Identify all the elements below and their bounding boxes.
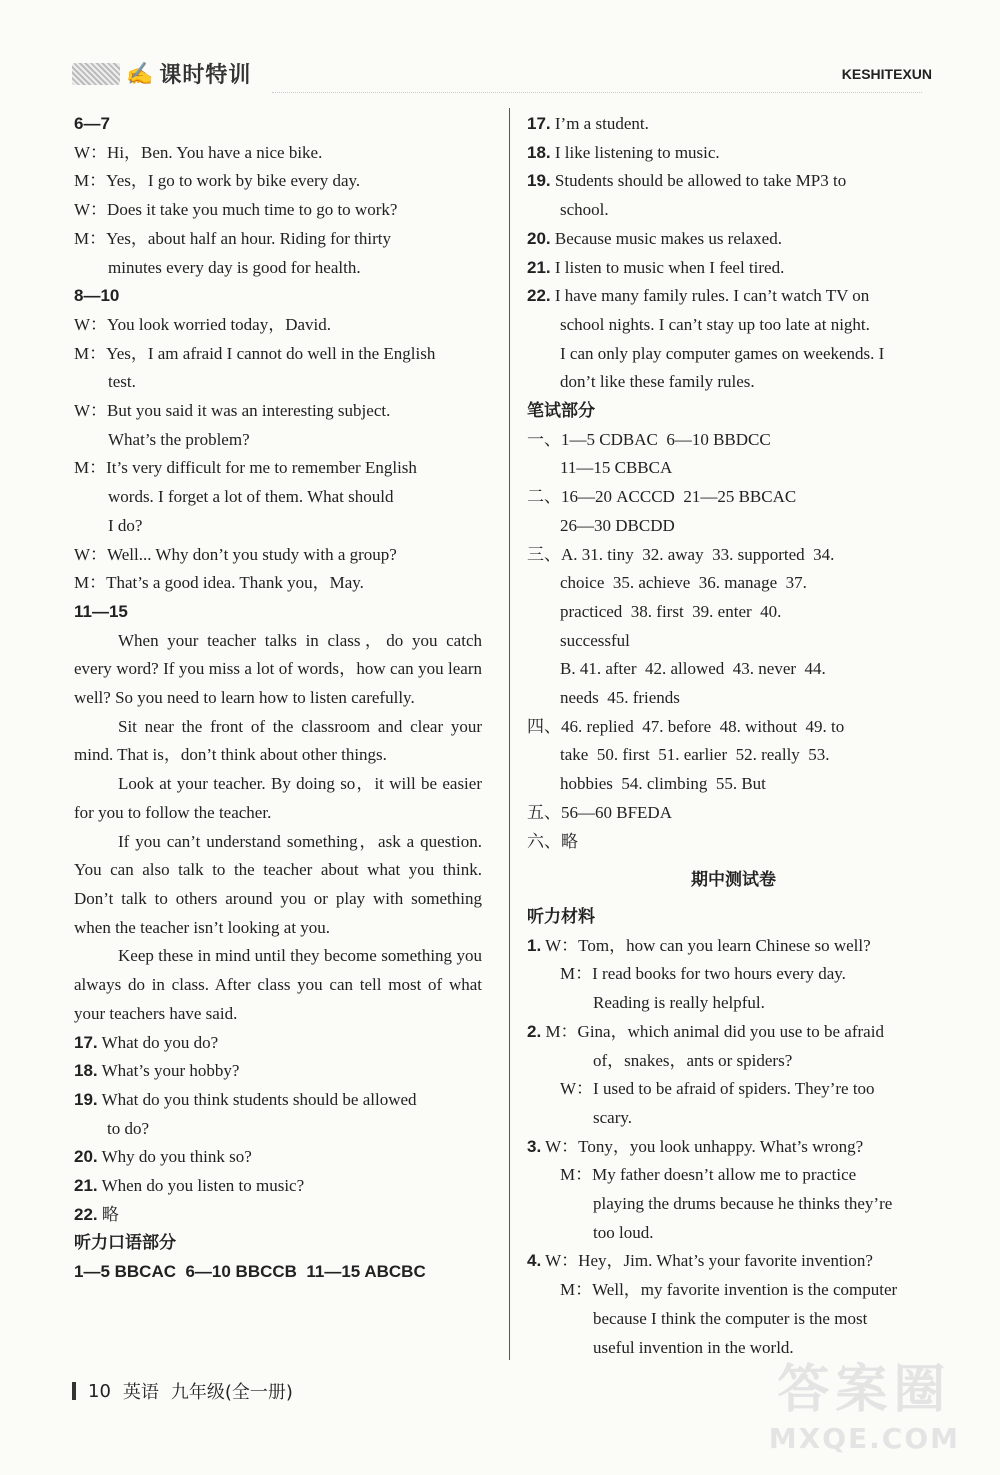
dialog-line: W：Well... Why don’t you study with a group? (74, 544, 397, 564)
question-item (74, 1029, 482, 1058)
subject-label: 英语 (122, 1382, 159, 1403)
section-heading: 11—15 (74, 601, 128, 621)
logo-pattern-icon (72, 63, 120, 85)
answer-text: I listen to music when I feel tired. (554, 257, 785, 277)
written-answer-line: needs 45. friends (560, 688, 680, 708)
dialog-item (527, 1305, 940, 1334)
dialog-line: M：Yes，I go to work by bike every day. (74, 171, 361, 191)
answer-text: don’t like these family rules. (560, 372, 755, 392)
question-item (74, 1172, 482, 1201)
answer-number: 20. (527, 228, 551, 248)
passage-paragraph: Sit near the front of the classroom and clear your mind. That is，don’t think about other things. (74, 716, 482, 765)
question-number: 21. (74, 1176, 98, 1196)
passage-paragraph: When your teacher talks in class，do you catch every word? If you miss a lot of words，how can you learn well? So you need to learn how to listen carefully. (74, 630, 482, 708)
dialog-item (527, 989, 940, 1018)
written-answer-line: successful (560, 630, 630, 650)
written-answer-line: choice 35. achieve 36. manage 37. (560, 573, 807, 593)
answer-text: I’m a student. (554, 114, 649, 133)
written-answer-line: take 50. first 51. earlier 52. really 53. (560, 745, 830, 765)
section-heading: 听力口语部分 (74, 1233, 176, 1253)
grade-label: 九年级(全一册) (170, 1382, 293, 1403)
dialog-text: W：Tony，you look unhappy. What’s wrong? (545, 1136, 864, 1156)
written-answer-line: practiced 38. first 39. enter 40. (560, 601, 782, 621)
answer-number: 21. (527, 257, 551, 277)
section-heading: 8—10 (74, 286, 120, 306)
written-answer-line: 11—15 CBBCA (560, 458, 673, 478)
written-answer-line: 五、56—60 BFEDA (527, 802, 672, 822)
midterm-title: 期中测试卷 (691, 870, 776, 891)
page-number: 10 (88, 1380, 111, 1402)
dialog-text: because I think the computer is the most (593, 1308, 868, 1328)
dialog-text: W：Tom，how can you learn Chinese so well? (545, 935, 871, 955)
answer-item (527, 225, 940, 254)
dialog-number: 1. (527, 935, 542, 955)
dialog-number: 2. (527, 1021, 542, 1041)
passage-paragraph: Keep these in mind until they become something you always do in class. After class you can tell most of what your teachers have said. (74, 946, 482, 1023)
question-item (74, 1115, 482, 1144)
answer-item (527, 196, 940, 225)
dialog-text: M：Gina，which animal did you use to be afraid (545, 1021, 884, 1041)
answer-item (527, 282, 940, 311)
dialog-text: M：Well，my favorite invention is the computer (560, 1280, 898, 1300)
passage-paragraph: If you can’t understand something，ask a question. You can also talk to the teacher about what you think. Don’t talk to others around you or play with something when the teacher isn’t looking at you. (74, 831, 482, 937)
question-item (74, 1057, 482, 1086)
answer-number: 19. (527, 171, 551, 191)
dialog-item (527, 1190, 940, 1219)
dialog-text: W：I used to be afraid of spiders. They’re too (560, 1079, 875, 1099)
column-divider (509, 108, 510, 1360)
written-answer-line: 六、略 (527, 831, 578, 851)
answer-number: 17. (527, 114, 551, 133)
dialog-line: M：It’s very difficult for me to remember English (74, 458, 417, 478)
answer-text: I have many family rules. I can’t watch TV on (554, 286, 870, 306)
dialog-line: M：Yes，I am afraid I cannot do well in the English (74, 343, 436, 363)
answer-item (527, 311, 940, 340)
question-item (74, 1201, 482, 1230)
dialog-number: 3. (527, 1136, 542, 1156)
answer-item (527, 340, 940, 369)
question-text: What’s your hobby? (101, 1061, 240, 1081)
question-item (74, 1143, 482, 1172)
answer-text: Because music makes us relaxed. (554, 228, 782, 248)
question-text: 略 (101, 1204, 119, 1224)
dialog-item (527, 1018, 940, 1047)
dialog-text: too loud. (593, 1222, 654, 1242)
dialog-text: useful invention in the world. (593, 1337, 794, 1357)
dialog-text: scary. (593, 1107, 633, 1127)
pen-icon: ✍ (126, 60, 154, 86)
question-text: Why do you think so? (101, 1147, 252, 1167)
dialog-line: test. (108, 372, 136, 392)
dialog-item (527, 1247, 940, 1276)
dialog-item (527, 1075, 940, 1104)
dialog-line: I do? (108, 515, 143, 535)
written-answer-line: hobbies 54. climbing 55. But (560, 774, 766, 794)
passage-paragraph: Look at your teacher. By doing so，it will be easier for you to follow the teacher. (74, 774, 482, 822)
answer-text: I like listening to music. (554, 142, 720, 162)
answer-item (527, 139, 940, 168)
dialog-text: Reading is really helpful. (593, 993, 765, 1013)
written-answer-line: B. 41. after 42. allowed 43. never 44. (560, 659, 826, 679)
answer-text: school. (560, 200, 609, 220)
written-answer-line: 26—30 DBCDD (560, 515, 675, 535)
written-answer-line: 四、46. replied 47. before 48. without 49. to (527, 716, 845, 736)
dialog-line: M：That’s a good idea. Thank you，May. (74, 573, 364, 593)
question-number: 17. (74, 1032, 98, 1052)
oral-answers: 1—5 BBCAC 6—10 BBCCB 11—15 ABCBC (74, 1262, 426, 1282)
written-answer-line: 二、16—20 ACCCD 21—25 BBCAC (527, 487, 797, 507)
answer-number: 18. (527, 142, 551, 162)
watermark (769, 1347, 960, 1455)
answer-text: Students should be allowed to take MP3 to (554, 171, 847, 191)
question-number: 18. (74, 1061, 98, 1081)
answer-number: 22. (527, 286, 551, 306)
dialog-item (527, 932, 940, 961)
dialog-item (527, 960, 940, 989)
watermark-url: MXQE.COM (768, 1422, 960, 1455)
dialog-text: W：Hey，Jim. What’s your favorite invention? (545, 1251, 873, 1271)
question-text: What do you think students should be allowed (101, 1089, 417, 1109)
section-heading: 6—7 (74, 114, 110, 133)
page-header (72, 58, 932, 98)
dialog-item (527, 1219, 940, 1248)
dialog-line: minutes every day is good for health. (108, 257, 361, 277)
answer-item (527, 254, 940, 283)
written-answer-line: 一、1—5 CDBAC 6—10 BBDCC (527, 429, 771, 449)
dialog-item (527, 1133, 940, 1162)
dialog-item (527, 1276, 940, 1305)
question-number: 22. (74, 1204, 98, 1224)
answer-item (527, 368, 940, 397)
right-column (527, 110, 940, 1362)
brand-text: KESHITEXUN (841, 66, 932, 82)
logo-text: 课时特训 (159, 63, 252, 88)
dialog-line: What’s the problem? (108, 429, 250, 449)
dialog-number: 4. (527, 1251, 542, 1271)
dialog-text: playing the drums because he thinks they’re (593, 1194, 893, 1214)
footer-bar-icon (72, 1382, 76, 1400)
answer-item (527, 167, 940, 196)
dialog-line: words. I forget a lot of them. What should (108, 487, 394, 507)
written-answer-line: 三、A. 31. tiny 32. away 33. supported 34. (527, 544, 835, 564)
dialog-line: W：But you said it was an interesting subject. (74, 401, 391, 421)
dialog-text: M：I read books for two hours every day. (560, 964, 846, 984)
logo (72, 58, 251, 89)
dialog-item (527, 1104, 940, 1133)
header-rule (272, 92, 922, 93)
answer-text: school nights. I can’t stay up too late at night. (560, 314, 870, 334)
dialog-text: of，snakes，ants or spiders? (593, 1050, 793, 1070)
question-number: 20. (74, 1147, 98, 1167)
section-heading: 听力材料 (527, 906, 595, 926)
dialog-line: M：Yes，about half an hour. Riding for thirty (74, 228, 392, 248)
question-item (74, 1086, 482, 1115)
dialog-line: W：Does it take you much time to go to work? (74, 200, 398, 220)
answer-item (527, 110, 940, 139)
dialog-text: M：My father doesn’t allow me to practice (560, 1165, 857, 1185)
dialog-item (527, 1161, 940, 1190)
question-text: When do you listen to music? (101, 1176, 305, 1196)
left-column (74, 110, 482, 1287)
section-heading: 笔试部分 (527, 401, 595, 421)
dialog-line: W：Hi，Ben. You have a nice bike. (74, 142, 323, 162)
dialog-item (527, 1047, 940, 1076)
dialog-line: W：You look worried today，David. (74, 314, 332, 334)
question-text: to do? (107, 1118, 150, 1138)
answer-text: I can only play computer games on weekends. I (560, 343, 885, 363)
page-footer (72, 1378, 293, 1404)
question-number: 19. (74, 1089, 98, 1109)
watermark-title: 答案圈 (777, 1360, 952, 1420)
question-text: What do you do? (101, 1032, 219, 1052)
